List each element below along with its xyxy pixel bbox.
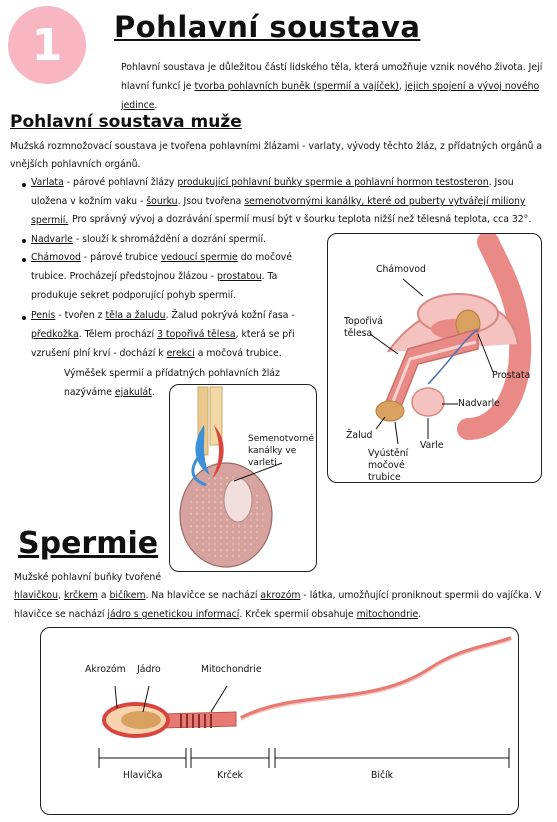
highlight: prostatou xyxy=(216,271,262,282)
highlight: hlavičkou xyxy=(14,590,59,601)
list-item-chamovod xyxy=(31,248,321,305)
highlight: produkující pohlavní buňky spermie a pohlavní hormon testosteron xyxy=(177,177,489,188)
testis-label: Semenotvorné kanálky ve varleti xyxy=(248,434,314,468)
text: . Ta produkuje sekret podporující pohyb spermií. xyxy=(31,271,278,301)
highlight: těla a žaludu xyxy=(105,310,166,321)
label-bicik: Bičík xyxy=(371,770,394,781)
intro-text: , xyxy=(398,81,405,92)
label-hlavicka: Hlavička xyxy=(123,770,163,781)
chapter-number: 1 xyxy=(31,19,63,71)
page-title: Pohlavní soustava xyxy=(114,10,421,44)
label-prostata: Prostata xyxy=(492,370,531,381)
text: do močové trubice. Procházejí předstojnou žlázou - xyxy=(31,252,293,282)
list-item-penis xyxy=(31,306,321,363)
text: , která se při vzrušení plní krví - dochází k xyxy=(31,329,295,359)
highlight: mitochondrie xyxy=(356,609,419,620)
intro-text: . xyxy=(154,100,158,111)
text: - látka, umožňující proniknout spermii do vajíčka. V hlavičce se nachází xyxy=(14,590,542,620)
bullet xyxy=(22,183,26,187)
text: , xyxy=(58,590,64,601)
sperm-figure xyxy=(40,627,519,815)
male-intro: Mužská rozmnožovací soustava je tvořena pohlavními žlázami - varlaty, vývody těchto žláz, z přídatných orgánů a vnějších pohlavních orgánů. xyxy=(10,141,543,170)
term: Chámovod xyxy=(31,252,81,263)
bullet xyxy=(22,316,26,320)
highlight: semenotvornými kanálky, které od puberty vytvářejí miliony spermií. xyxy=(31,196,526,226)
label-chamovod: Chámovod xyxy=(376,264,426,275)
anatomy-figure xyxy=(327,233,542,483)
text: - párové trubice xyxy=(80,252,161,263)
term: Penis xyxy=(31,310,56,321)
text: . xyxy=(151,387,155,398)
text: a xyxy=(97,590,110,601)
label-toporiva: Topořivá tělesa xyxy=(344,316,383,339)
sperm-illustration xyxy=(41,628,518,814)
highlight: jádro s genetickou informací xyxy=(107,609,240,620)
highlight: šourku xyxy=(146,196,178,207)
text: . Jsou uložena v kožním vaku - xyxy=(31,177,514,207)
testis-figure xyxy=(169,384,317,572)
varlata-temperature: Pro správný vývoj a dozrávání spermií musí být v šourku teplota nižší než tělesná teplota, cca 32°. xyxy=(72,214,532,225)
text: - tvořen z xyxy=(55,310,106,321)
bullet xyxy=(22,239,26,243)
highlight: 3 topořivá tělesa xyxy=(157,329,236,340)
testis-illustration xyxy=(170,385,316,571)
highlight: erekci xyxy=(166,348,195,359)
intro-highlight: jejich spojení a vývoj nového jedince xyxy=(121,81,540,111)
label-nadvarle: Nadvarle xyxy=(458,398,500,409)
text: . Jsou tvořena xyxy=(177,196,245,207)
text: . Tělem prochází xyxy=(78,329,158,340)
label-jadro: Jádro xyxy=(137,664,161,675)
highlight: bičíkem xyxy=(109,590,146,601)
text: . xyxy=(418,609,422,620)
chapter-number-badge xyxy=(8,6,86,84)
highlight: ejakulát xyxy=(114,387,152,398)
label-akrozom: Akrozóm xyxy=(85,664,126,675)
sperm-line1: Mužské pohlavní buňky tvořené xyxy=(14,572,162,583)
intro-text: Pohlavní soustava je důležitou částí lidského těla, která umožňuje vznik nového života. Její hlavní funkcí je xyxy=(121,62,543,92)
label-vyusteni: Vyústění močové trubice xyxy=(368,448,409,483)
text: . Žalud pokrývá kožní řasa - xyxy=(165,310,295,321)
bullet xyxy=(22,258,26,262)
text: Výměšek spermií a přídatných pohlavních žláz nazýváme xyxy=(64,368,280,398)
highlight: akrozóm xyxy=(260,590,301,601)
highlight: krčkem xyxy=(63,590,98,601)
label-krcek: Krček xyxy=(217,770,243,781)
label-varle: Varle xyxy=(420,440,444,451)
highlight: vedoucí spermie xyxy=(160,252,238,263)
term: Varlata xyxy=(31,177,64,188)
intro-highlight: tvorba pohlavních buněk (spermií a vajíček) xyxy=(194,81,399,92)
sperm-paragraph xyxy=(14,586,544,624)
highlight: předkožka xyxy=(31,329,79,340)
text: - párové pohlavní žlázy xyxy=(63,177,178,188)
section-heading-male: Pohlavní soustava muže xyxy=(10,112,242,132)
text: . Na hlavičce se nachází xyxy=(145,590,261,601)
text: - slouží k shromáždění a dozrání spermií. xyxy=(72,234,267,245)
label-zalud: Žalud xyxy=(346,430,373,441)
text: . Krček spermií obsahuje xyxy=(239,609,357,620)
term: Nadvarle xyxy=(31,234,73,245)
label-mitochondrie: Mitochondrie xyxy=(201,664,262,675)
section-heading-spermie: Spermie xyxy=(18,526,159,561)
text: a močová trubice. xyxy=(194,348,282,359)
intro-paragraph xyxy=(121,58,545,115)
list-item-nadvarle xyxy=(31,230,331,249)
